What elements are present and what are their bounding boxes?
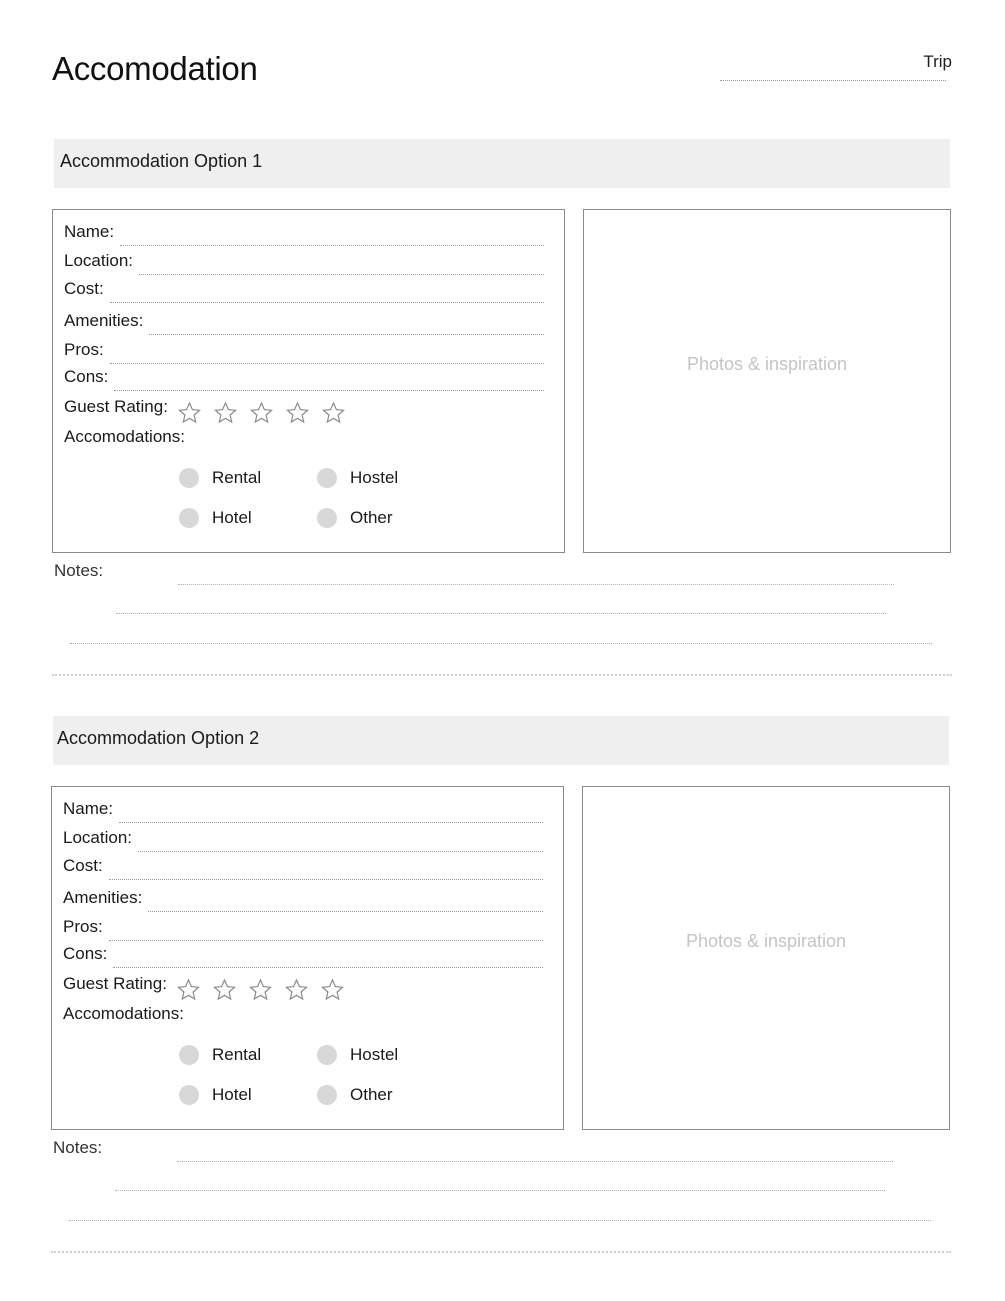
field-label: Pros:: [64, 340, 104, 359]
photos-box[interactable]: [583, 209, 951, 553]
star-icon[interactable]: [213, 401, 238, 425]
radio-circle-icon[interactable]: [179, 1085, 199, 1105]
field-line[interactable]: [119, 822, 543, 823]
notes-line[interactable]: [69, 1220, 931, 1221]
star-icon[interactable]: [320, 978, 345, 1002]
notes-label: Notes:: [54, 561, 104, 580]
radio-rental[interactable]: Rental: [179, 1045, 261, 1065]
radio-circle-icon[interactable]: [317, 1045, 337, 1065]
name-field[interactable]: [64, 218, 544, 242]
star-rating[interactable]: [176, 978, 345, 1002]
guest-rating-label: Guest Rating:: [64, 397, 168, 416]
radio-circle-icon[interactable]: [317, 1085, 337, 1105]
trip-label: Trip: [923, 52, 952, 71]
amenities-field[interactable]: [64, 307, 544, 331]
radio-circle-icon[interactable]: [317, 468, 337, 488]
pros-field[interactable]: [64, 336, 544, 360]
cost-field[interactable]: [63, 852, 543, 876]
photos-placeholder: Photos & inspiration: [686, 354, 848, 374]
cons-field[interactable]: [63, 940, 543, 964]
star-icon[interactable]: [284, 978, 309, 1002]
notes-line[interactable]: [177, 1161, 893, 1162]
star-icon[interactable]: [212, 978, 237, 1002]
field-label: Name:: [64, 222, 115, 241]
accommodations-label: Accomodations:: [64, 427, 185, 446]
cons-field[interactable]: [64, 363, 544, 387]
guest-rating-label: Guest Rating:: [63, 974, 167, 993]
field-label: Cons:: [63, 944, 108, 963]
option-header: Accommodation Option 1: [54, 139, 950, 188]
field-label: Pros:: [63, 917, 103, 936]
field-label: Cons:: [64, 367, 109, 386]
star-icon[interactable]: [176, 978, 201, 1002]
field-line[interactable]: [114, 390, 544, 391]
accommodation-option-1: [0, 139, 1005, 699]
radio-circle-icon[interactable]: [179, 1045, 199, 1065]
field-label: Name:: [63, 799, 114, 818]
notes-line[interactable]: [178, 584, 894, 585]
details-box: [52, 209, 565, 553]
amenities-field[interactable]: [63, 884, 543, 908]
star-icon[interactable]: [249, 401, 274, 425]
notes-line[interactable]: [70, 643, 932, 644]
star-icon[interactable]: [285, 401, 310, 425]
radio-circle-icon[interactable]: [179, 508, 199, 528]
field-line[interactable]: [113, 967, 543, 968]
pros-field[interactable]: [63, 913, 543, 937]
radio-circle-icon[interactable]: [179, 468, 199, 488]
field-line[interactable]: [110, 302, 544, 303]
notes-label: Notes:: [53, 1138, 103, 1157]
cost-field[interactable]: [64, 275, 544, 299]
field-line[interactable]: [149, 334, 544, 335]
location-field[interactable]: [63, 824, 543, 848]
photos-placeholder: Photos & inspiration: [685, 931, 847, 951]
details-box: [51, 786, 564, 1130]
star-icon[interactable]: [248, 978, 273, 1002]
star-icon[interactable]: [321, 401, 346, 425]
field-label: Amenities:: [64, 311, 144, 330]
field-label: Cost:: [63, 856, 103, 875]
radio-hostel[interactable]: Hostel: [317, 1045, 398, 1065]
radio-circle-icon[interactable]: [317, 508, 337, 528]
radio-other[interactable]: Other: [317, 508, 393, 528]
radio-rental[interactable]: Rental: [179, 468, 261, 488]
trip-input-line[interactable]: [720, 80, 946, 81]
accommodations-label: Accomodations:: [63, 1004, 184, 1023]
field-label: Location:: [64, 251, 133, 270]
field-line[interactable]: [120, 245, 544, 246]
field-label: Amenities:: [63, 888, 143, 907]
radio-hotel[interactable]: Hotel: [179, 1085, 252, 1105]
field-label: Location:: [63, 828, 132, 847]
accommodation-option-2: [0, 716, 1005, 1276]
option-header: Accommodation Option 2: [53, 716, 949, 765]
page-title: Accomodation: [52, 50, 258, 87]
radio-hostel[interactable]: Hostel: [317, 468, 398, 488]
field-line[interactable]: [148, 911, 543, 912]
section-divider: [52, 674, 952, 676]
radio-hotel[interactable]: Hotel: [179, 508, 252, 528]
section-divider: [51, 1251, 951, 1253]
radio-other[interactable]: Other: [317, 1085, 393, 1105]
name-field[interactable]: [63, 795, 543, 819]
star-icon[interactable]: [177, 401, 202, 425]
field-label: Cost:: [64, 279, 104, 298]
notes-line[interactable]: [116, 613, 886, 614]
notes-line[interactable]: [115, 1190, 885, 1191]
star-rating[interactable]: [177, 401, 346, 425]
field-line[interactable]: [109, 879, 543, 880]
photos-box[interactable]: [582, 786, 950, 1130]
location-field[interactable]: [64, 247, 544, 271]
